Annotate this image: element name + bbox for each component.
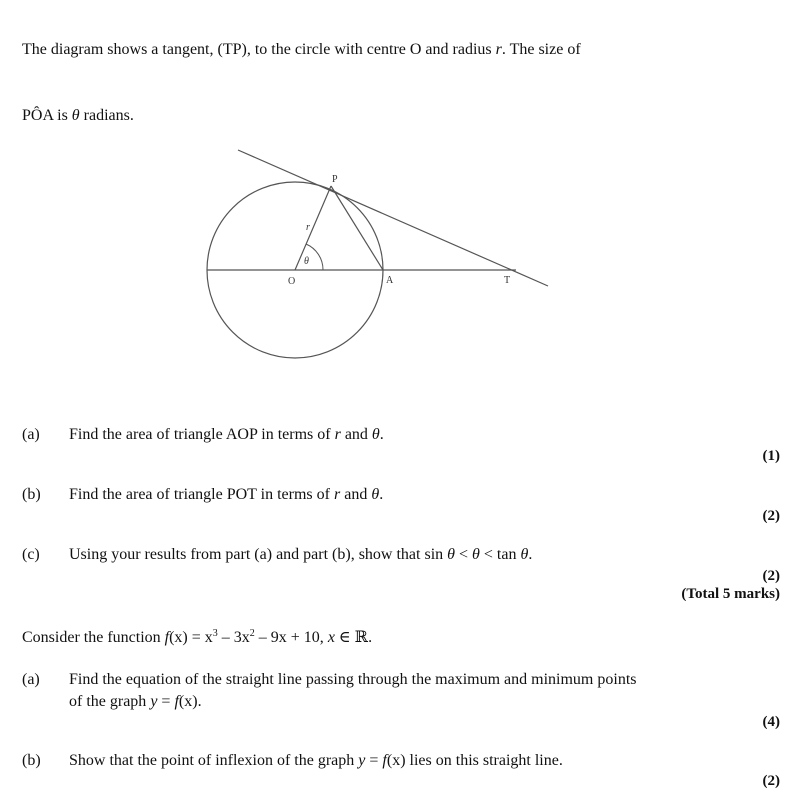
q1-part-b-marks: (2)	[762, 508, 780, 524]
chord-pa	[331, 186, 383, 270]
label-theta: θ	[304, 256, 309, 267]
q1-part-a-label: (a)	[22, 426, 40, 443]
q2-intro: Consider the function $f(x) = x^3 - 3x^2 - 9x + 10$, x ∈ ℝ.	[22, 628, 373, 646]
q1-part-b-text: Find the area of triangle POT in terms of r and θ.	[69, 486, 384, 503]
q1-angle-statement: PÔA is θ radians.	[22, 107, 134, 124]
label-a: A	[386, 275, 394, 286]
label-t: T	[504, 275, 511, 286]
q1-part-c-label: (c)	[22, 546, 40, 563]
q2-part-b-label: (b)	[22, 752, 41, 769]
label-o: O	[288, 276, 296, 287]
radius-op	[295, 186, 331, 270]
q1-part-c-text: Using your results from part (a) and part (b), show that sin θ < θ < tan θ.	[69, 546, 533, 563]
label-p: P	[332, 174, 338, 185]
q1-part-c-marks: (2)	[762, 568, 780, 584]
q1-total-marks: (Total 5 marks)	[681, 586, 780, 602]
q2-part-b-marks: (2)	[762, 773, 780, 789]
label-r: r	[306, 222, 310, 233]
q1-part-a-marks: (1)	[762, 448, 780, 464]
q1-part-b-label: (b)	[22, 486, 41, 503]
q2-part-a-line2: of the graph y = f(x).	[69, 693, 202, 710]
q2-part-a-label: (a)	[22, 671, 40, 688]
q1-part-a-text: Find the area of triangle AOP in terms of r and θ.	[69, 426, 384, 443]
q2-part-a-marks: (4)	[762, 714, 780, 730]
q1-intro: The diagram shows a tangent, (TP), to the circle with centre O and radius r. The size of	[22, 41, 581, 58]
tangent-line	[238, 150, 548, 286]
q2-part-a-line1: Find the equation of the straight line passing through the maximum and minimum points	[69, 671, 637, 688]
q2-part-b-text: Show that the point of inflexion of the graph y = f(x) lies on this straight line.	[69, 752, 563, 769]
